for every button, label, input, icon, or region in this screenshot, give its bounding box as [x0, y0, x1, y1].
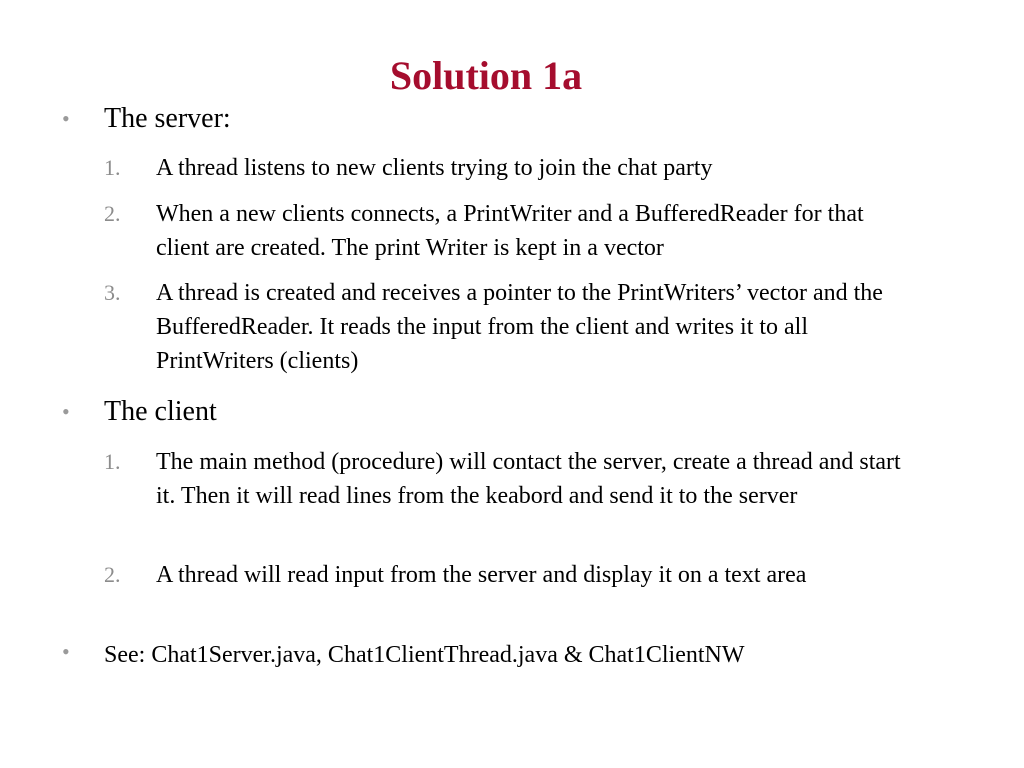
server-item-2-number: 2.	[104, 201, 121, 226]
client-heading: The client	[104, 396, 217, 427]
server-item-1-number: 1.	[104, 155, 121, 180]
bullet-icon: •	[62, 106, 70, 131]
see-files-text: See: Chat1Server.java, Chat1ClientThread.java & Chat1ClientNW	[104, 642, 745, 668]
client-item-1-number: 1.	[104, 449, 121, 474]
client-item-2-number: 2.	[104, 562, 121, 587]
bullet-icon: •	[62, 639, 70, 664]
server-item-1-text: A thread listens to new clients trying to join the chat party	[156, 155, 713, 181]
client-item-2-text: A thread will read input from the server and display it on a text area	[156, 562, 807, 588]
server-item-2-text: When a new clients connects, a PrintWriter and a BufferedReader for that client are created. The print Writer is kept in a vector	[156, 201, 864, 261]
server-item-3-text: A thread is created and receives a pointer to the PrintWriters’ vector and the BufferedReader. It reads the input from the client and writes it to all PrintWriters (clients)	[156, 280, 883, 374]
server-item-3-number: 3.	[104, 280, 121, 305]
slide-title: Solution 1a	[389, 53, 583, 98]
server-heading: The server:	[104, 103, 231, 134]
bullet-icon: •	[62, 399, 70, 424]
client-item-1-text: The main method (procedure) will contact the server, create a thread and start it. Then it will read lines from the keabord and send it to the server	[156, 449, 901, 509]
